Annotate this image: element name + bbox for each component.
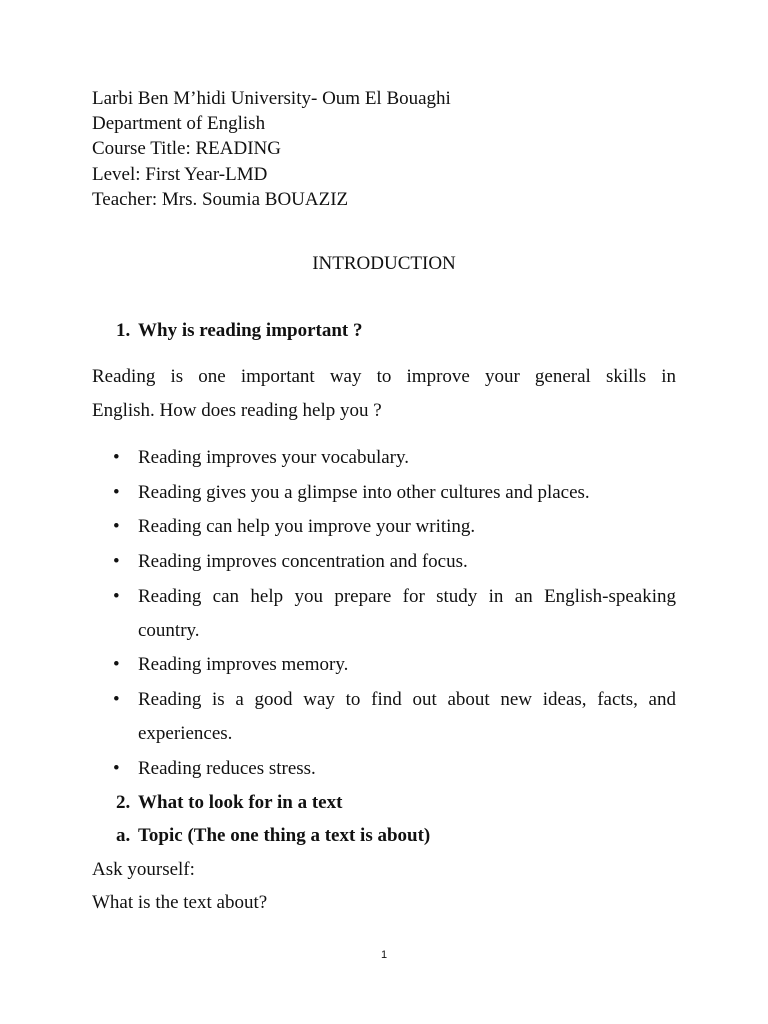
list-item: Reading reduces stress. [138, 758, 316, 779]
list-item: Reading improves your vocabulary. [138, 447, 410, 468]
bullet-icon: • [113, 586, 120, 607]
teacher: Teacher: Mrs. Soumia BOUAZIZ [92, 189, 349, 210]
list-item: Reading gives you a glimpse into other cultures and places. [138, 482, 590, 503]
section-heading-2 [116, 793, 342, 812]
ask-yourself-line: Ask yourself: [92, 859, 195, 880]
section-heading-text: What to look for in a text [138, 792, 343, 813]
section-number: 1. [116, 320, 131, 341]
list-item: Reading improves memory. [138, 654, 349, 675]
university-name: Larbi Ben M’hidi University- Oum El Bouaghi [92, 88, 451, 109]
list-item: Reading can help you prepare for study in an English-speaking [138, 586, 676, 607]
intro-paragraph-line-2: English. How does reading help you ? [92, 400, 382, 421]
intro-paragraph-line-1: Reading is one important way to improve your general skills in [92, 366, 676, 387]
section-number: 2. [116, 792, 131, 813]
question-line: What is the text about? [92, 892, 268, 913]
bullet-icon: • [113, 551, 120, 572]
subsection-letter: a. [116, 825, 131, 846]
level: Level: First Year-LMD [92, 164, 268, 185]
list-item-continuation: country. [138, 620, 200, 641]
department-name: Department of English [92, 113, 266, 134]
bullet-icon: • [113, 758, 120, 779]
bullet-icon: • [113, 482, 120, 503]
bullet-icon: • [113, 689, 120, 710]
list-item: Reading improves concentration and focus. [138, 551, 468, 572]
bullet-icon: • [113, 654, 120, 675]
subsection-heading-a [116, 826, 430, 845]
page-number: 1 [380, 949, 388, 961]
section-heading-text: Why is reading important ? [138, 320, 363, 341]
list-item: Reading can help you improve your writing. [138, 516, 476, 537]
course-title: Course Title: READING [92, 138, 281, 159]
page-title: INTRODUCTION [312, 253, 456, 274]
list-item-continuation: experiences. [138, 723, 233, 744]
section-heading-1 [116, 321, 363, 340]
bullet-icon: • [113, 516, 120, 537]
bullet-icon: • [113, 447, 120, 468]
subsection-heading-text: Topic (The one thing a text is about) [138, 825, 431, 846]
list-item: Reading is a good way to find out about new ideas, facts, and [138, 689, 676, 710]
